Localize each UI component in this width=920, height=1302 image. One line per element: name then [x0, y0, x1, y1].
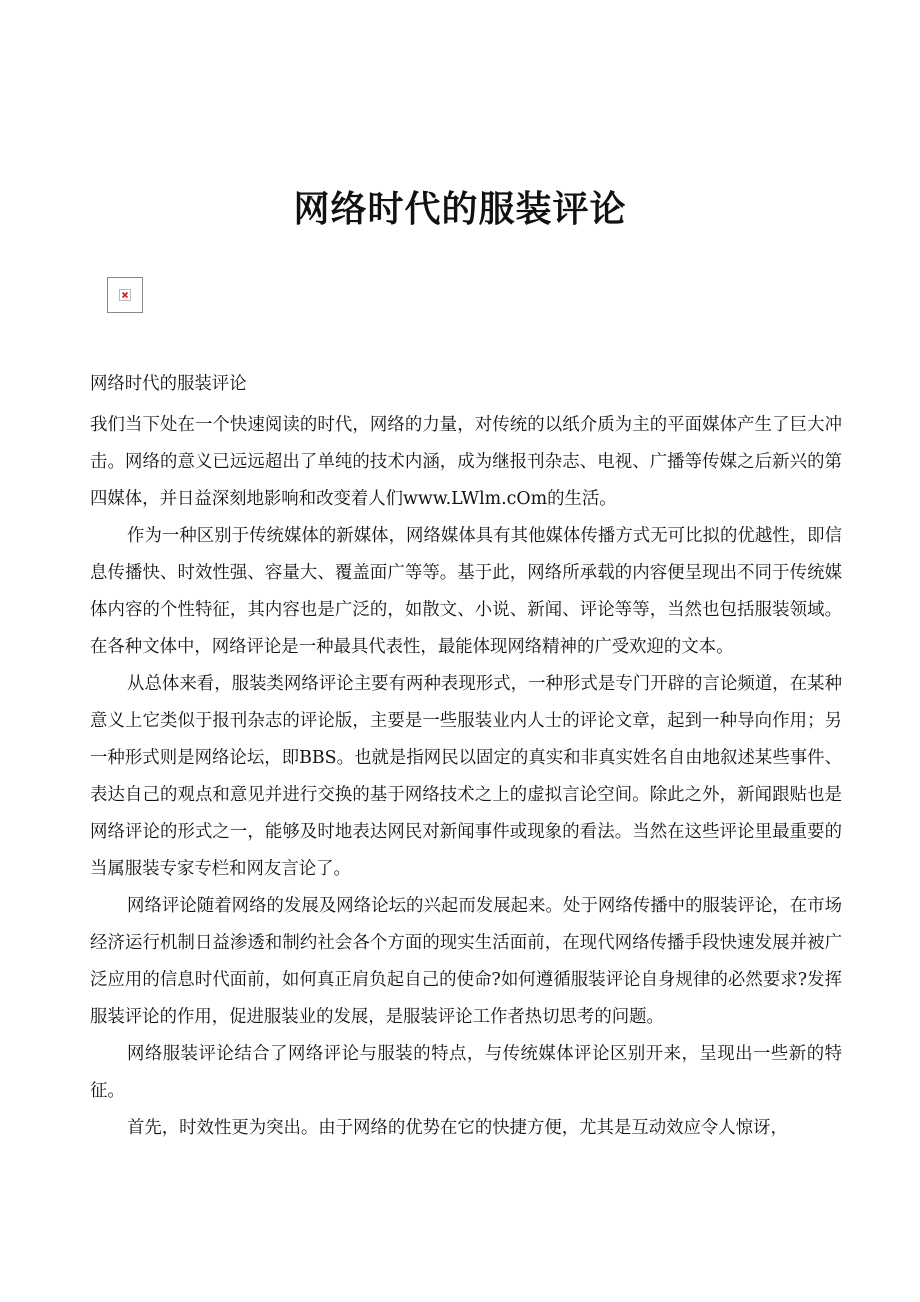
close-x-icon	[121, 291, 129, 299]
paragraph-6: 首先，时效性更为突出。由于网络的优势在它的快捷方便，尤其是互动效应令人惊讶，	[127, 1118, 788, 1138]
paragraph-1: 我们当下处在一个快速阅读的时代，网络的力量，对传统的以纸介质为主的平面媒体产生了巨大冲击。网络的意义已远远超出了单纯的技术内涵，成为继报刊杂志、电视、广播等传媒之后新兴的第四媒体，并日益深刻地影响和改变着人们www.LWlm.cOm的生活。	[90, 415, 842, 509]
document-title: 网络时代的服装评论	[293, 188, 627, 230]
broken-image-icon	[119, 289, 131, 301]
paragraph-5: 网络服装评论结合了网络评论与服装的特点，与传统媒体评论区别开来，呈现出一些新的特征。	[90, 1044, 842, 1101]
paragraph-4: 网络评论随着网络的发展及网络论坛的兴起而发展起来。处于网络传播中的服装评论，在市场经济运行机制日益渗透和制约社会各个方面的现实生活面前，在现代网络传播手段快速发展并被广泛应用的信息时代面前，如何真正肩负起自己的使命?如何遵循服装评论自身规律的必然要求?发挥服装评论的作用，促进服装业的发展，是服装评论工作者热切思考的问题。	[90, 896, 842, 1027]
document-subtitle: 网络时代的服装评论	[90, 374, 247, 394]
paragraph-3: 从总体来看，服装类网络评论主要有两种表现形式，一种形式是专门开辟的言论频道，在某种意义上它类似于报刊杂志的评论版，主要是一些服装业内人士的评论文章，起到一种导向作用；另一种形式则是网络论坛，即BBS。也就是指网民以固定的真实和非真实姓名自由地叙述某些事件、表达自己的观点和意见并进行交换的基于网络技术之上的虚拟言论空间。除此之外，新闻跟贴也是网络评论的形式之一，能够及时地表达网民对新闻事件或现象的看法。当然在这些评论里最重要的当属服装专家专栏和网友言论了。	[90, 674, 842, 879]
paragraph-2: 作为一种区别于传统媒体的新媒体，网络媒体具有其他媒体传播方式无可比拟的优越性，即信息传播快、时效性强、容量大、覆盖面广等等。基于此，网络所承载的内容便呈现出不同于传统媒体内容的个性特征，其内容也是广泛的，如散文、小说、新闻、评论等等，当然也包括服装领域。在各种文体中，网络评论是一种最具代表性，最能体现网络精神的广受欢迎的文本。	[90, 526, 842, 657]
broken-image-placeholder	[107, 277, 143, 313]
document-body	[90, 366, 842, 1147]
